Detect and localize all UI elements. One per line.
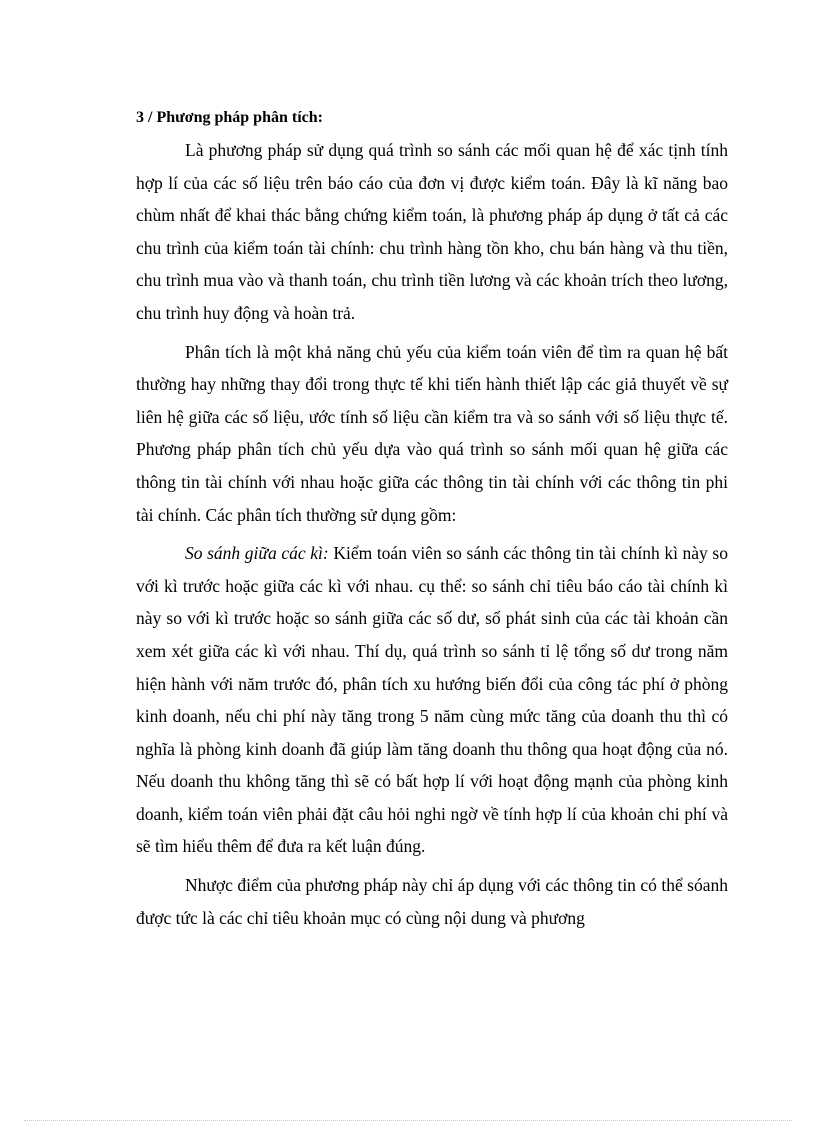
paragraph-period-comparison-text: Kiểm toán viên so sánh các thông tin tài chính kì này so với kì trước hoặc giữa các kì với nhau. cụ thể: so sánh chỉ tiêu báo cáo tài chính kì này so với kì trước hoặc so sánh giữa các số dư, số phát sinh của các tài khoản cần xem xét giữa các kì với nhau. Thí dụ, quá trình so sánh tỉ lệ tổng số dư trong năm hiện hành với năm trước đó, phân tích xu hướng biến đổi của công tác phí ở phòng kinh doanh, nếu chi phí này tăng trong 5 năm cùng mức tăng của doanh thu thì có nghĩa là phòng kinh doanh đã giúp làm tăng doanh thu thông qua hoạt động của nó. Nếu doanh thu không tăng thì sẽ có bất hợp lí với hoạt động mạnh của phòng kinh doanh, kiểm toán viên phải đặt câu hỏi nghi ngờ về tính hợp lí của khoản chi phí và sẽ tìm hiểu thêm để đưa ra kết luận đúng. [136, 543, 728, 857]
paragraph-drawback [136, 869, 728, 934]
paragraph-drawback-text: Nhược điểm của phương pháp này chỉ áp dụng với các thông tin có thể sóanh được tức là các chỉ tiêu khoản mục có cùng nội dung và phương [136, 875, 728, 928]
paragraph-period-comparison [136, 537, 728, 863]
paragraph-analysis-text: Phân tích là một khả năng chủ yếu của kiểm toán viên để tìm ra quan hệ bất thường hay những thay đổi trong thực tế khi tiến hành thiết lập các giả thuyết về sự liên hệ giữa các số liệu, ước tính số liệu cần kiểm tra và so sánh với số liệu thực tế. Phương pháp phân tích chủ yếu dựa vào quá trình so sánh mối quan hệ giữa các thông tin tài chính với nhau hoặc giữa các thông tin tài chính với các thông tin phi tài chính. Các phân tích thường sử dụng gồm: [136, 341, 728, 525]
paragraph-intro [136, 134, 728, 330]
section-heading: 3 / Phương pháp phân tích: [136, 109, 323, 126]
document-page [136, 108, 728, 940]
paragraph-period-comparison-lead: So sánh giữa các kì: [185, 543, 329, 564]
page-bottom-divider [24, 1120, 792, 1121]
paragraph-intro-text: Là phương pháp sử dụng quá trình so sánh các mối quan hệ để xác tịnh tính hợp lí của các số liệu trên báo cáo của đơn vị được kiểm toán. Đây là kĩ năng bao chùm nhất để khai thác bằng chứng kiểm toán, là phương pháp áp dụng ở tất cả các chu trình của kiểm toán tài chính: chu trình hàng tồn kho, chu bán hàng và thu tiền, chu trình mua vào và thanh toán, chu trình tiền lương và các khoản trích theo lương, chu trình huy động và hoàn trả. [136, 140, 728, 323]
paragraph-analysis [136, 336, 728, 532]
